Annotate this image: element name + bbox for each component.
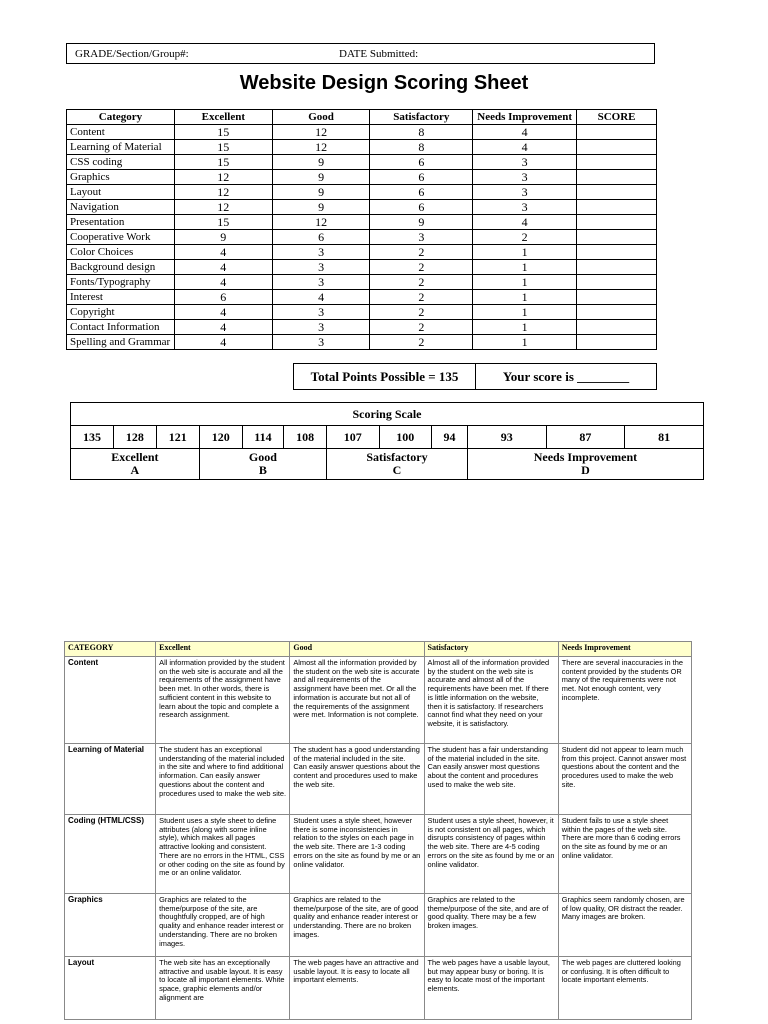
scale-number: 121 (156, 426, 199, 449)
total-points-box (293, 363, 657, 390)
rubric-description-satisfactory: The student has a fair understanding of the material included in the site. Can easily answer most questions about the content and procedures used to make the web site. (424, 744, 558, 815)
points-cell-excellent: 12 (174, 185, 272, 200)
header-box (66, 43, 655, 64)
score-entry-cell[interactable] (577, 140, 657, 155)
table-row (67, 170, 657, 185)
rubric-description-needs: The web pages are cluttered looking or confusing. It is often difficult to locate important elements. (558, 957, 691, 1020)
rubric-header-satisfactory: Satisfactory (424, 642, 558, 657)
category-cell: Navigation (67, 200, 175, 215)
score-entry-cell[interactable] (577, 185, 657, 200)
scoring-scale-title: Scoring Scale (71, 403, 704, 426)
points-cell-needs: 4 (473, 140, 577, 155)
table-row (67, 275, 657, 290)
grade-label: Needs Improvement (533, 450, 638, 464)
category-cell: Graphics (67, 170, 175, 185)
rubric-description-satisfactory: Student uses a style sheet, however, it is not consistent on all pages, which disrupts consistency of pages within the web site. There are 4-5 coding errors on the site as found by me or an online validator. (424, 815, 558, 894)
rubric-category: Content (65, 657, 156, 744)
points-cell-needs: 3 (473, 170, 577, 185)
points-cell-excellent: 12 (174, 170, 272, 185)
points-cell-needs: 4 (473, 215, 577, 230)
score-entry-cell[interactable] (577, 305, 657, 320)
table-row (67, 260, 657, 275)
points-cell-good: 3 (272, 260, 370, 275)
scale-number: 81 (625, 426, 704, 449)
rubric-row (65, 894, 692, 957)
points-cell-good: 3 (272, 245, 370, 260)
points-cell-excellent: 4 (174, 335, 272, 350)
points-cell-satisfactory: 2 (370, 275, 473, 290)
grade-band (199, 449, 326, 480)
grade-letter: D (581, 463, 590, 477)
rubric-category: Learning of Material (65, 744, 156, 815)
points-cell-excellent: 6 (174, 290, 272, 305)
rubric-description-good: The student has a good understanding of the material included in the site. Can easily answer questions about the content and procedures used to make the web site. (290, 744, 424, 815)
points-cell-excellent: 4 (174, 305, 272, 320)
category-cell: Content (67, 125, 175, 140)
points-cell-satisfactory: 2 (370, 305, 473, 320)
points-cell-satisfactory: 6 (370, 170, 473, 185)
rubric-category: Layout (65, 957, 156, 1020)
rubric-header-excellent: Excellent (156, 642, 290, 657)
points-cell-satisfactory: 6 (370, 185, 473, 200)
scale-number: 87 (546, 426, 625, 449)
total-points-possible: Total Points Possible = 135 (294, 364, 476, 389)
table-row (67, 290, 657, 305)
points-cell-good: 6 (272, 230, 370, 245)
points-cell-satisfactory: 2 (370, 290, 473, 305)
date-submitted-label: DATE Submitted: (339, 48, 419, 60)
category-cell: Presentation (67, 215, 175, 230)
score-entry-cell[interactable] (577, 260, 657, 275)
rubric-description-satisfactory: Almost all of the information provided by the student on the web site is accurate and almost all of the requirements have been met. If there is little information on the website, then it is satisfactory. If researchers cannot find what they need on your website, it is satisfactory. (424, 657, 558, 744)
points-cell-excellent: 4 (174, 260, 272, 275)
points-cell-needs: 1 (473, 305, 577, 320)
rubric-description-good: Graphics are related to the theme/purpose of the site, are of good quality and enhance reader interest or understanding. There are no broken images. (290, 894, 424, 957)
points-cell-needs: 2 (473, 230, 577, 245)
rubric-header-category: CATEGORY (65, 642, 156, 657)
points-cell-satisfactory: 6 (370, 200, 473, 215)
rubric-description-good: Student uses a style sheet, however there is some inconsistencies in relation to the styles on each page in the web site. There are 1-3 coding errors on the site as found by me or an online validator. (290, 815, 424, 894)
table-row (67, 200, 657, 215)
grade-letter: B (258, 463, 267, 477)
points-cell-good: 3 (272, 335, 370, 350)
points-cell-excellent: 15 (174, 155, 272, 170)
rubric-description-needs: Student fails to use a style sheet within the pages of the web site. There are more than 6 coding errors on the site as found by me or an online validator. (558, 815, 691, 894)
rubric-row (65, 957, 692, 1020)
category-cell: Cooperative Work (67, 230, 175, 245)
points-cell-needs: 1 (473, 260, 577, 275)
rubric-category: Graphics (65, 894, 156, 957)
rubric-description-needs: There are several inaccuracies in the content provided by the students OR many of the requirements were not met. Not enough content, very incomplete. (558, 657, 691, 744)
category-cell: Learning of Material (67, 140, 175, 155)
rubric-description-excellent: The web site has an exceptionally attractive and usable layout. It is easy to locate all important elements. White space, graphic elements and/or alignment are (156, 957, 290, 1020)
score-header-satisfactory: Satisfactory (370, 110, 473, 125)
scale-number: 93 (467, 426, 546, 449)
points-cell-good: 4 (272, 290, 370, 305)
table-row (67, 245, 657, 260)
points-cell-good: 3 (272, 320, 370, 335)
points-cell-satisfactory: 9 (370, 215, 473, 230)
grade-label: Excellent (111, 450, 159, 464)
rubric-description-good: The web pages have an attractive and usable layout. It is easy to locate all important elements. (290, 957, 424, 1020)
points-cell-good: 9 (272, 170, 370, 185)
rubric-row (65, 657, 692, 744)
points-cell-needs: 1 (473, 245, 577, 260)
score-header-excellent: Excellent (174, 110, 272, 125)
grade-letter: A (130, 463, 140, 477)
points-cell-needs: 3 (473, 155, 577, 170)
category-cell: Fonts/Typography (67, 275, 175, 290)
rubric-description-needs: Student did not appear to learn much from this project. Cannot answer most questions about the content and the procedures used to make the web site. (558, 744, 691, 815)
points-cell-excellent: 4 (174, 320, 272, 335)
table-row (67, 140, 657, 155)
score-entry-cell[interactable] (577, 215, 657, 230)
points-cell-excellent: 12 (174, 200, 272, 215)
scale-number: 135 (71, 426, 114, 449)
category-cell: Interest (67, 290, 175, 305)
points-cell-satisfactory: 8 (370, 140, 473, 155)
rubric-description-excellent: The student has an exceptional understanding of the material included in the site and where to find additional information. Can easily answer questions about the content and procedures used to make the web site. (156, 744, 290, 815)
rubric-description-excellent: All information provided by the student on the web site is accurate and all the requirements of the assignment have been met. In other words, there is sufficient content in this website to learn about the topic and complete a research assignment. (156, 657, 290, 744)
table-row (67, 215, 657, 230)
score-entry-cell[interactable] (577, 125, 657, 140)
scoring-scale-numbers (71, 426, 704, 449)
rubric-description-satisfactory: The web pages have a usable layout, but may appear busy or boring. It is easy to locate most of the important elements. (424, 957, 558, 1020)
score-entry-cell[interactable] (577, 170, 657, 185)
score-entry-cell[interactable] (577, 230, 657, 245)
points-cell-satisfactory: 3 (370, 230, 473, 245)
scale-number: 100 (379, 426, 431, 449)
rubric-header-good: Good (290, 642, 424, 657)
points-cell-good: 3 (272, 305, 370, 320)
points-cell-good: 9 (272, 185, 370, 200)
points-cell-good: 12 (272, 140, 370, 155)
scoring-table-header (67, 110, 657, 125)
scale-number: 108 (284, 426, 327, 449)
score-entry-cell[interactable] (577, 245, 657, 260)
score-entry-cell[interactable] (577, 275, 657, 290)
rubric-category: Coding (HTML/CSS) (65, 815, 156, 894)
score-entry-cell[interactable] (577, 320, 657, 335)
points-cell-excellent: 15 (174, 140, 272, 155)
score-header-needs-improvement: Needs Improvement (473, 110, 577, 125)
points-cell-satisfactory: 2 (370, 260, 473, 275)
grade-label: Satisfactory (366, 450, 428, 464)
grade-band (71, 449, 200, 480)
scoring-scale-table (70, 402, 704, 480)
points-cell-satisfactory: 2 (370, 320, 473, 335)
points-cell-satisfactory: 8 (370, 125, 473, 140)
points-cell-excellent: 15 (174, 215, 272, 230)
table-row (67, 320, 657, 335)
rubric-description-excellent: Student uses a style sheet to define attributes (along with some inline style), which makes all pages attractive looking and consistent. There are no errors in the HTML, CSS or other coding on the site as found by me or an online validator. (156, 815, 290, 894)
category-cell: CSS coding (67, 155, 175, 170)
category-cell: Color Choices (67, 245, 175, 260)
scale-number: 94 (432, 426, 468, 449)
scale-number: 114 (242, 426, 283, 449)
table-row (67, 185, 657, 200)
score-entry-cell[interactable] (577, 155, 657, 170)
grade-section-label: GRADE/Section/Group#: (75, 48, 189, 60)
points-cell-needs: 1 (473, 335, 577, 350)
rubric-description-excellent: Graphics are related to the theme/purpose of the site, are thoughtfully cropped, are of high quality and enhance reader interest or understanding. There are no broken images. (156, 894, 290, 957)
grade-band (327, 449, 468, 480)
points-cell-satisfactory: 2 (370, 245, 473, 260)
points-cell-good: 9 (272, 155, 370, 170)
score-header-category: Category (67, 110, 175, 125)
category-cell: Copyright (67, 305, 175, 320)
points-cell-needs: 4 (473, 125, 577, 140)
points-cell-good: 12 (272, 215, 370, 230)
page-title: Website Design Scoring Sheet (239, 72, 529, 94)
points-cell-good: 9 (272, 200, 370, 215)
rubric-row (65, 744, 692, 815)
rubric-description-good: Almost all the information provided by the student on the web site is accurate and all requirements of the assignment have been met. Or all the information is accurate but not all of the requirements of the assignment were met. Information is not complete. (290, 657, 424, 744)
scoring-scale-grades (71, 449, 704, 480)
points-cell-satisfactory: 6 (370, 155, 473, 170)
scale-number: 120 (199, 426, 242, 449)
grade-label: Good (248, 450, 277, 464)
category-cell: Contact Information (67, 320, 175, 335)
points-cell-needs: 1 (473, 290, 577, 305)
your-score-field: Your score is ________ (502, 369, 630, 384)
rubric-row (65, 815, 692, 894)
points-cell-satisfactory: 2 (370, 335, 473, 350)
category-cell: Spelling and Grammar (67, 335, 175, 350)
score-entry-cell[interactable] (577, 335, 657, 350)
scoring-table (66, 109, 657, 350)
rubric-header-needs-improvement: Needs Improvement (558, 642, 691, 657)
points-cell-needs: 1 (473, 320, 577, 335)
points-cell-excellent: 4 (174, 245, 272, 260)
score-entry-cell[interactable] (577, 200, 657, 215)
points-cell-needs: 1 (473, 275, 577, 290)
score-header-good: Good (272, 110, 370, 125)
scale-number: 128 (113, 426, 156, 449)
grade-band (467, 449, 703, 480)
points-cell-needs: 3 (473, 200, 577, 215)
points-cell-good: 3 (272, 275, 370, 290)
category-cell: Layout (67, 185, 175, 200)
points-cell-needs: 3 (473, 185, 577, 200)
table-row (67, 125, 657, 140)
rubric-table (64, 641, 692, 1020)
points-cell-good: 12 (272, 125, 370, 140)
grade-letter: C (392, 463, 402, 477)
points-cell-excellent: 9 (174, 230, 272, 245)
points-cell-excellent: 4 (174, 275, 272, 290)
table-row (67, 230, 657, 245)
table-row (67, 335, 657, 350)
scale-number: 107 (327, 426, 379, 449)
points-cell-excellent: 15 (174, 125, 272, 140)
category-cell: Background design (67, 260, 175, 275)
table-row (67, 155, 657, 170)
rubric-header (65, 642, 692, 657)
score-entry-cell[interactable] (577, 290, 657, 305)
score-header-score: SCORE (577, 110, 657, 125)
table-row (67, 305, 657, 320)
rubric-description-satisfactory: Graphics are related to the theme/purpose of the site, and are of good quality. There may be a few broken images. (424, 894, 558, 957)
rubric-description-needs: Graphics seem randomly chosen, are of low quality, OR distract the reader. Many images are broken. (558, 894, 691, 957)
